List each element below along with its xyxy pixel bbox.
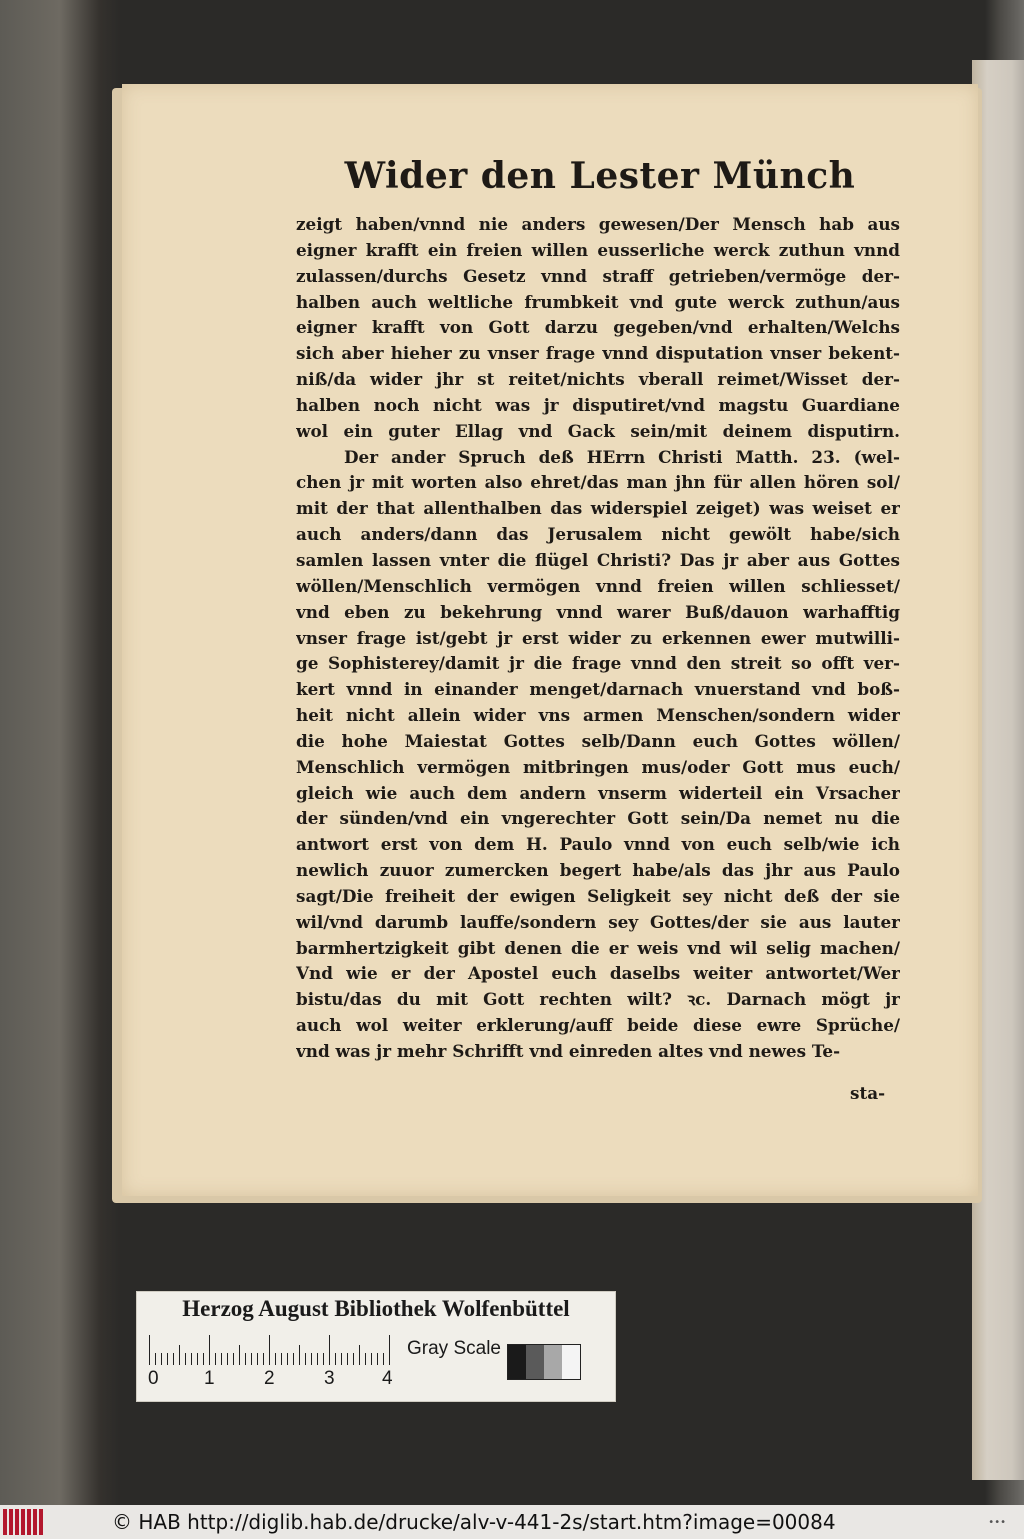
ruler-tick (245, 1353, 246, 1365)
gray-swatch (526, 1345, 544, 1379)
footer-bar (0, 1505, 1024, 1539)
ruler-number-3: 3 (324, 1368, 335, 1389)
ruler-tick (191, 1353, 192, 1365)
ruler-tick (365, 1353, 366, 1365)
text-line: eigner krafft ein freien willen eusserliche werck zuthun vnnd (296, 239, 900, 260)
text-line: mit der that allenthalben das widerspiel zeiget) was weiset er (296, 498, 900, 519)
ruler-tick (179, 1345, 180, 1365)
ruler-tick (239, 1345, 240, 1365)
text-line: Der ander Spruch deß HErrn Christi Matth. 23. (wel- (344, 446, 900, 467)
text-line: samlen lassen vnter die flügel Christi? Das jr aber aus Gottes (296, 549, 900, 570)
text-line: die hohe Maiestat Gottes selb/Dann euch Gottes wöllen/ (296, 730, 900, 751)
text-line: chen jr mit worten also ehret/das man jhn für allen hören sol/ (296, 472, 900, 493)
ruler-tick (359, 1345, 360, 1365)
footer-credit-link[interactable]: © HAB http://diglib.hab.de/drucke/alv-v-441-2s/start.htm?image=00084 (112, 1510, 836, 1534)
ruler-tick (263, 1353, 264, 1365)
ruler-tick (167, 1353, 168, 1365)
ruler-tick (275, 1353, 276, 1365)
ruler-tick (371, 1353, 372, 1365)
ruler-number-0: 0 (148, 1368, 159, 1389)
text-line: auch anders/dann das Jerusalem nicht gewölt habe/sich (296, 524, 900, 545)
ruler-tick (389, 1335, 390, 1365)
ruler-tick (299, 1345, 300, 1365)
ruler-tick (269, 1335, 270, 1365)
ruler-tick (209, 1335, 210, 1365)
text-line: wil/vnd darumb lauffe/sondern sey Gottes/der sie aus lauter (296, 911, 900, 932)
text-line: zulassen/durchs Gesetz vnnd straff getrieben/vermöge der- (296, 265, 900, 286)
ruler-tick (185, 1353, 186, 1365)
ruler-tick (305, 1353, 306, 1365)
text-line: newlich zuuor zumercken begert habe/als das jhr aus Paulo (296, 860, 900, 881)
ruler-tick (251, 1353, 252, 1365)
ruler-tick (281, 1353, 282, 1365)
ruler-tick (215, 1353, 216, 1365)
ruler-tick (383, 1353, 384, 1365)
ruler-number-2: 2 (264, 1368, 275, 1389)
text-line: wöllen/Menschlich vermögen vnnd freien willen schliesset/ (296, 575, 900, 596)
ruler-tick (377, 1353, 378, 1365)
text-line: vnser frage ist/gebt jr erst wider zu erkennen ewer mutwilli- (296, 627, 900, 648)
text-line: halben auch weltliche frumbkeit vnd gute werck zuthun/aus (296, 291, 900, 312)
ruler-tick (311, 1353, 312, 1365)
ruler-number-4: 4 (382, 1368, 393, 1389)
text-line: antwort erst von dem H. Paulo vnnd von euch selb/wie ich (296, 834, 900, 855)
ruler-tick (221, 1353, 222, 1365)
page-heading: Wider den Lester Münch (344, 155, 856, 197)
ruler-tick (257, 1353, 258, 1365)
ruler (149, 1335, 389, 1365)
gray-scale-swatches (507, 1344, 581, 1380)
text-line: bistu/das du mit Gott rechten wilt? ꝛc. Darnach mögt jr (296, 989, 900, 1010)
gray-swatch (544, 1345, 562, 1379)
text-line: wol ein guter Ellag vnd Gack sein/mit deinem disputirn. (296, 420, 900, 441)
ruler-tick (335, 1353, 336, 1365)
text-line: auch wol weiter erklerung/auff beide diese ewre Sprüche/ (296, 1015, 900, 1036)
text-line: der sünden/vnd ein vngerechter Gott sein/Da nemet nu die (296, 808, 900, 829)
text-line: ge Sophisterey/damit jr die frage vnnd den streit so offt ver- (296, 653, 900, 674)
text-line: kert vnnd in einander menget/darnach vnuerstand vnd boß- (296, 679, 900, 700)
text-line: halben noch nicht was jr disputiret/vnd magstu Guardiane (296, 394, 900, 415)
more-dots-icon[interactable]: ••• (988, 1517, 1006, 1528)
ruler-tick (287, 1353, 288, 1365)
text-line: eigner krafft von Gott darzu gegeben/vnd erhalten/Welchs (296, 317, 900, 338)
gray-swatch (562, 1345, 580, 1379)
ruler-tick (203, 1353, 204, 1365)
ruler-tick (149, 1335, 150, 1365)
text-line: sagt/Die freiheit der ewigen Seligkeit sey nicht deß der sie (296, 885, 900, 906)
ruler-tick (323, 1353, 324, 1365)
text-line: zeigt haben/vnnd nie anders gewesen/Der Mensch hab aus (296, 214, 900, 234)
ruler-tick (233, 1353, 234, 1365)
gray-scale-label: Gray Scale (407, 1338, 501, 1359)
ruler-tick (161, 1353, 162, 1365)
text-line: barmhertzigkeit gibt denen die er weis vnd wil selig machen/ (296, 937, 900, 958)
ruler-tick (347, 1353, 348, 1365)
ruler-tick (227, 1353, 228, 1365)
ruler-tick (317, 1353, 318, 1365)
ruler-tick (329, 1335, 330, 1365)
gray-swatch (508, 1345, 526, 1379)
ruler-tick (293, 1353, 294, 1365)
text-line: heit nicht allein wider vns armen Menschen/sondern wider (296, 705, 900, 726)
text-line: Vnd wie er der Apostel euch daselbs weiter antwortet/Wer (296, 963, 900, 984)
text-line: vnd was jr mehr Schrifft vnd einreden altes vnd newes Te- (296, 1041, 841, 1061)
ruler-number-1: 1 (204, 1368, 215, 1389)
text-line: sich aber hieher zu vnser frage vnnd disputation vnser bekent- (296, 343, 900, 364)
catchword: sta- (850, 1083, 886, 1103)
text-line: gleich wie auch dem andern vnserm widerteil ein Vrsacher (296, 782, 900, 803)
text-line: niß/da wider jhr st reitet/nichts vberall reimet/Wisset der- (296, 369, 900, 390)
ruler-tick (341, 1353, 342, 1365)
ruler-tick (197, 1353, 198, 1365)
ruler-tick (173, 1353, 174, 1365)
institution-label: Herzog August Bibliothek Wolfenbüttel (182, 1296, 570, 1321)
color-target-card (136, 1291, 616, 1402)
body-text (296, 212, 900, 1065)
hab-logo-icon (3, 1509, 43, 1535)
ruler-tick (155, 1353, 156, 1365)
text-line: vnd eben zu bekehrung vnnd warer Buß/dauon warhafftig (296, 601, 900, 622)
ruler-tick (353, 1353, 354, 1365)
text-line: Menschlich vermögen mitbringen mus/oder Gott mus euch/ (296, 756, 900, 777)
